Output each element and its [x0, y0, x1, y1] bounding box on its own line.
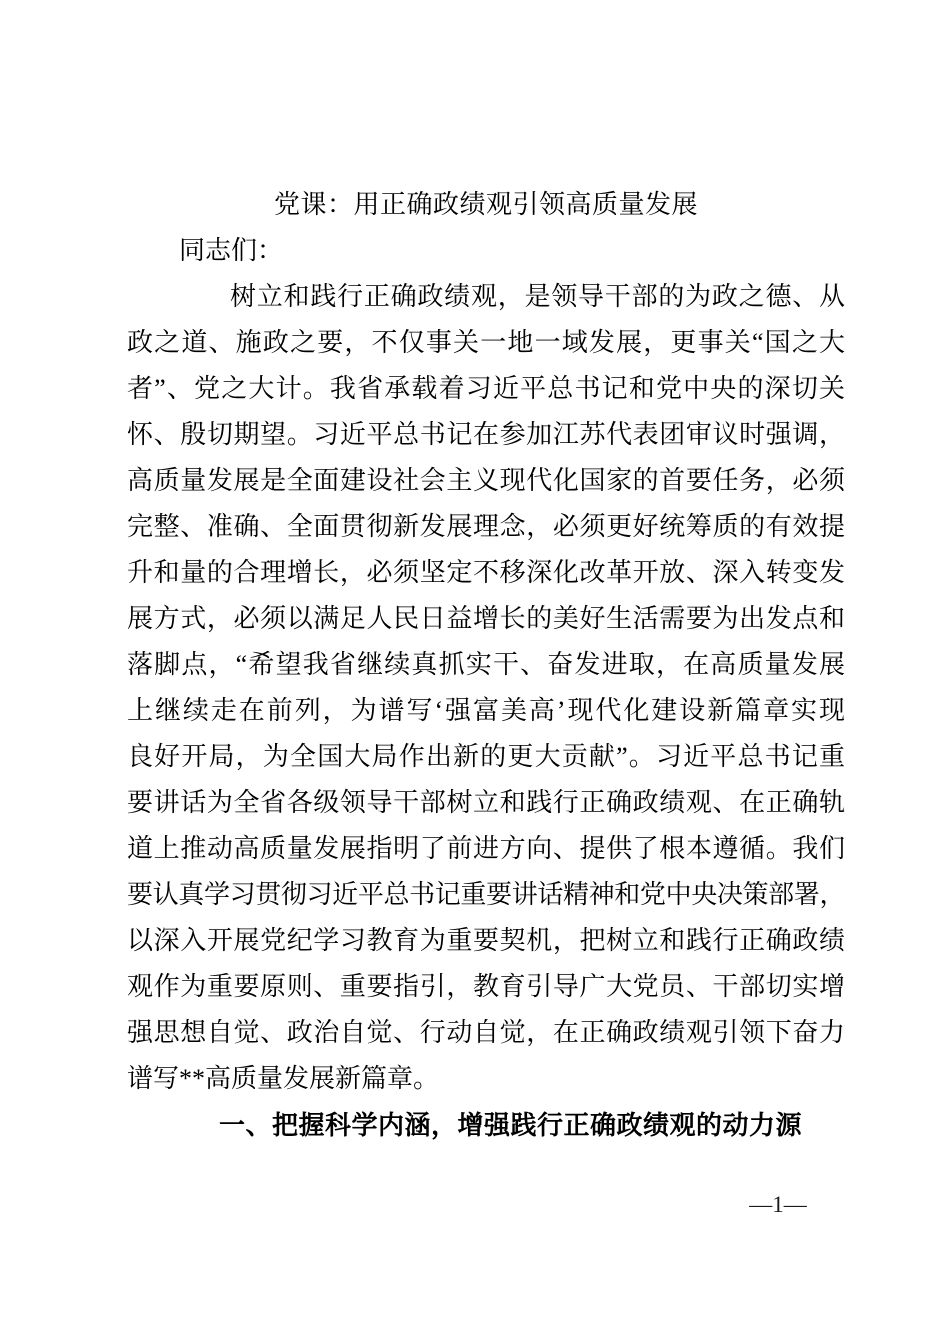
body-line: 升和量的合理增长，必须坚定不移深化改革开放、深入转变发	[127, 558, 845, 587]
body-line: 怀、殷切期望。习近平总书记在参加江苏代表团审议时强调，	[127, 420, 845, 449]
body-line: 良好开局，为全国大局作出新的更大贡献”。习近平总书记重	[127, 742, 845, 771]
body-line: 谱写**高质量发展新篇章。	[127, 1064, 440, 1093]
document-content	[127, 182, 845, 1148]
body-line: 要讲话为全省各级领导干部树立和践行正确政绩观、在正确轨	[127, 788, 845, 817]
body-line: 完整、准确、全面贯彻新发展理念，必须更好统筹质的有效提	[127, 512, 845, 541]
body-line: 展方式，必须以满足人民日益增长的美好生活需要为出发点和	[127, 604, 845, 633]
body-line: 者”、党之大计。我省承载着习近平总书记和党中央的深切关	[127, 374, 845, 403]
section-heading: 一、把握科学内涵，增强践行正确政绩观的动力源	[219, 1110, 803, 1140]
body-line: 以深入开展党纪学习教育为重要契机，把树立和践行正确政绩	[127, 926, 845, 955]
body-line: 上继续走在前列，为谱写‘强富美高’现代化建设新篇章实现	[127, 696, 845, 725]
body-line: 强思想自觉、政治自觉、行动自觉，在正确政绩观引领下奋力	[127, 1018, 845, 1047]
body-line: 高质量发展是全面建设社会主义现代化国家的首要任务，必须	[127, 466, 845, 495]
body-line: 落脚点，“希望我省继续真抓实干、奋发进取，在高质量发展	[127, 650, 845, 679]
page-number: —1—	[749, 1192, 807, 1217]
body-line: 观作为重要原则、重要指引，教育引导广大党员、干部切实增	[127, 972, 845, 1001]
body-line: 道上推动高质量发展指明了前进方向、提供了根本遵循。我们	[127, 834, 845, 863]
salutation: 同志们：	[179, 236, 284, 265]
opening-paragraph	[127, 274, 845, 1102]
body-line: 树立和践行正确政绩观，是领导干部的为政之德、从	[230, 282, 845, 311]
body-line: 政之道、施政之要，不仅事关一地一域发展，更事关“国之大	[127, 328, 845, 357]
document-title: 党课：用正确政绩观引领高质量发展	[273, 190, 698, 219]
body-line: 要认真学习贯彻习近平总书记重要讲话精神和党中央决策部署，	[127, 880, 845, 909]
